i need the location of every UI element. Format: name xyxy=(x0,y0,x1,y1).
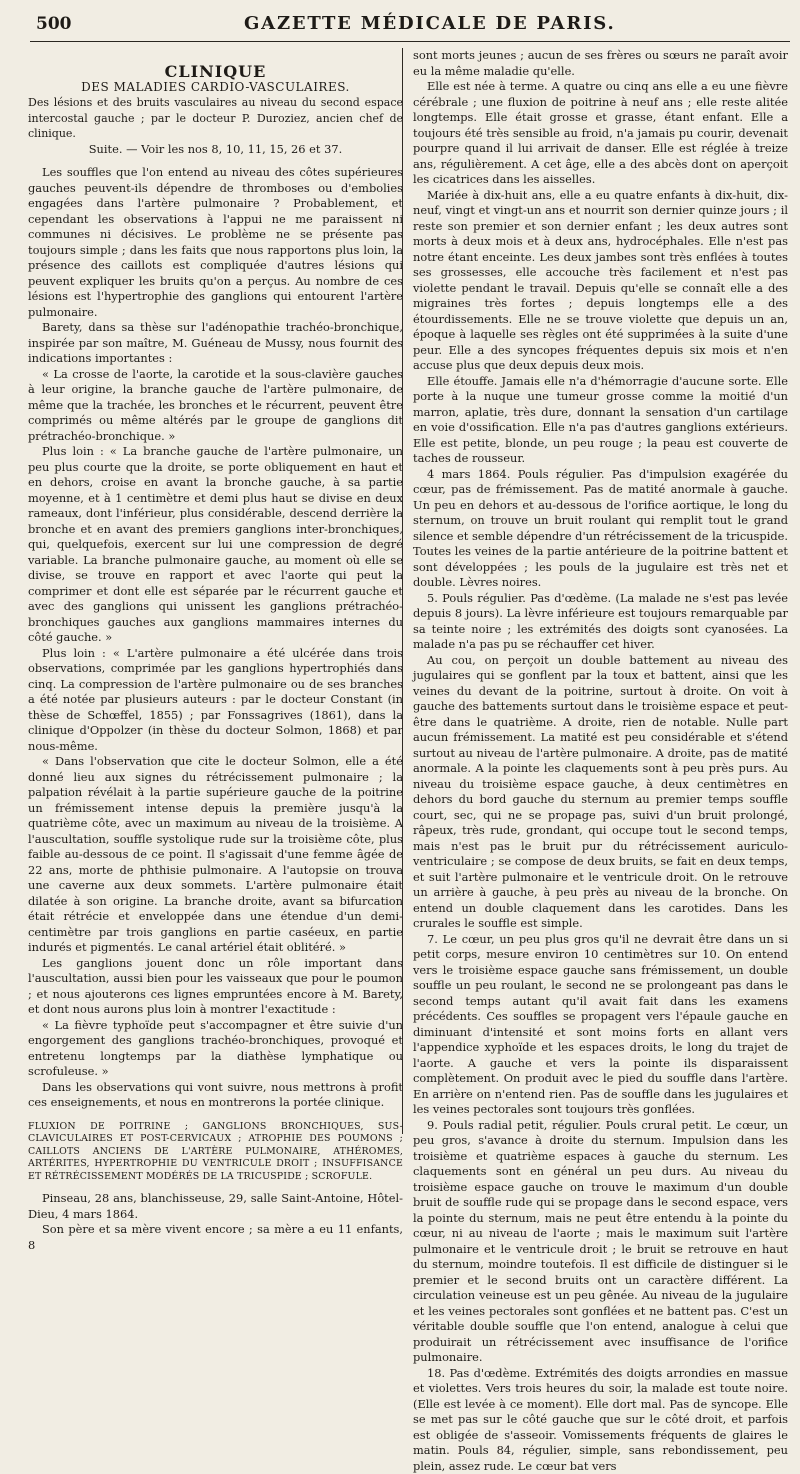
page-number: 500 xyxy=(36,14,72,34)
page-header xyxy=(0,0,800,44)
paragraph: Elle est née à terme. A quatre ou cinq ans elle a eu une fièvre cérébrale ; une fluxion de poitrine à neuf ans ; elle reste alitée longtemps. Elle était grosse et grasse, étant enfant. Elle a toujours été très sensible au froid, n'a jamais pu courir, devenait pourpre quand il lui arrivait de danser. Elle est réglée à treize ans, régulièrement. A cet âge, elle a des abcès dont on aperçoit les cicatrices dans les aisselles. xyxy=(413,79,788,188)
running-title: GAZETTE MÉDICALE DE PARIS. xyxy=(244,13,616,34)
paragraph: Son père et sa mère vivent encore ; sa mère a eu 11 enfants, 8 xyxy=(28,1222,403,1253)
continued-note: Suite. — Voir les nos 8, 10, 11, 15, 26 et 37. xyxy=(28,142,403,158)
paragraph: Barety, dans sa thèse sur l'adénopathie trachéo-bronchique, inspirée par son maître, M. Guéneau de Mussy, nous fournit des indications importantes : xyxy=(28,320,403,367)
paragraph: Les ganglions jouent donc un rôle important dans l'auscultation, aussi bien pour les vaisseaux que pour le poumon ; et nous ajouterons ces lignes empruntées encore à M. Barety, et dont nous aurons plus loin à montrer l'exactitude : xyxy=(28,956,403,1018)
right-column xyxy=(413,48,788,1138)
paragraph: Les souffles que l'on entend au niveau des côtes supérieures gauches peuvent-ils dépendre de thromboses ou d'embolies engagées dans l'artère pulmonaire ? Probablement, et cependant les observations à l'appui ne me paraissent ni communes ni décisives. Le problème ne se présente pas toujours simple ; dans les faits que nous rapportons plus loin, la présence des caillots est compliquée d'autres lésions qui peuvent expliquer les bruits qu'on a perçus. Au nombre de ces lésions est l'hypertrophie des ganglions qui entourent l'artère pulmonaire. xyxy=(28,165,403,320)
paragraph: Plus loin : « L'artère pulmonaire a été ulcérée dans trois observations, comprimée par les ganglions hypertrophiés dans cinq. La compression de l'artère pulmonaire ou de ses branches a été notée par plusieurs auteurs : par le docteur Constant (in thèse de Schœffel, 1855) ; par Fonssagrives (1861), dans la clinique d'Oppolzer (in thèse du docteur Solmon, 1868) et par nous-même. xyxy=(28,646,403,755)
paragraph: Au cou, on perçoit un double battement au niveau des jugulaires qui se gonflent par la toux et battent, ainsi que les veines du devant de la poitrine, surtout à droite. On voit à gauche des battements surtout dans le troisième espace et peut-être dans le quatrième. A droite, rien de notable. Nulle part aucun frémissement. La matité est peu considérable et s'étend surtout au niveau de l'artère pulmonaire. A droite, pas de matité anormale. A la pointe les claquements sont à peu près purs. Au niveau du troisième espace gauche, à deux centimètres en dehors du bord gauche du sternum au premier temps souffle court, sec, qui ne se propage pas, suivi d'un bruit prolongé, râpeux, très rude, grondant, qui occupe tout le second temps, mais n'est pas le bruit pur du rétrécissement auriculo-ventriculaire ; se compose de deux bruits, se fait en deux temps, et suit l'artère pulmonaire et le ventricule droit. On le retrouve un arrière à gauche, à peu près au niveau de la bronche. On entend un double claquement dans les carotides. Dans les crurales le souffle est simple. xyxy=(413,653,788,932)
article-title: Des lésions et des bruits vasculaires au niveau du second espace intercostal gauche ; par le docteur P. Duroziez, ancien chef de clinique. xyxy=(28,95,403,142)
paragraph: Elle étouffe. Jamais elle n'a d'hémorragie d'aucune sorte. Elle porte à la nuque une tumeur grosse comme la moitié d'un marron, aplatie, très dure, donnant la sensation d'un cartilage en voie d'ossification. Elle n'a pas d'autres ganglions extérieurs. Elle est petite, blonde, un peu rouge ; la peau est couverte de taches de rousseur. xyxy=(413,374,788,467)
paragraph: « Dans l'observation que cite le docteur Solmon, elle a été donné lieu aux signes du rétrécissement pulmonaire ; la palpation révélait à la partie supérieure gauche de la poitrine un frémissement intense depuis la première jusqu'à la quatrième côte, avec un maximum au niveau de la troisième. A l'auscultation, souffle systolique rude sur la troisième côte, plus faible au-dessous de ce point. Il s'agissait d'une femme âgée de 22 ans, morte de phthisie pulmonaire. A l'autopsie on trouva une caverne aux deux sommets. L'artère pulmonaire était dilatée à son origine. La branche droite, avant sa bifurcation était rétrécie et enveloppée dans une étendue d'un demi-centimètre par trois ganglions en partie caséeux, en partie indurés et pigmentés. Le canal artériel était oblitéré. » xyxy=(28,754,403,956)
observation-heading: FLUXION DE POITRINE ; GANGLIONS BRONCHIQUES, SUS-CLAVICULAIRES ET POST-CERVICAUX ; ATROPHIE DES POUMONS ; CAILLOTS ANCIENS DE L'ARTÈRE PULMONAIRE, ATHÉROMES, ARTÉRITES, HYPERTROPHIE DU VENTRICULE DROIT ; INSUFFISANCE ET RÉTRÉCISSEMENT MODÉRÉS DE LA TRICUSPIDE ; SCROFULE. xyxy=(28,1121,403,1184)
header-rule xyxy=(30,41,790,42)
paragraph: 18. Pas d'œdème. Extrémités des doigts arrondies en massue et violettes. Vers trois heures du soir, la malade est toute noire. (Elle est levée à ce moment). Elle dort mal. Pas de syncope. Elle se met pas sur le côté gauche que sur le côté droit, et parfois est obligée de s'asseoir. Vomissements fréquents de glaires le matin. Pouls 84, régulier, simple, sans rebondissement, peu plein, assez rude. Le cœur bat vers xyxy=(413,1366,788,1474)
spacer xyxy=(28,1183,403,1191)
paragraph: 9. Pouls radial petit, régulier. Pouls crural petit. Le cœur, un peu gros, s'avance à droite du sternum. Impulsion dans les troisième et quatrième espaces à gauche du sternum. Les claquements sont en général un peu durs. Au niveau du troisième espace gauche on trouve le maximum d'un double bruit de souffle rude qui se propage dans le second espace, vers la pointe du sternum, mais ne peut être entendu à la pointe du cœur, ni au niveau de l'aorte ; mais le maximum suit l'artère pulmonaire et le ventricule droit ; le bruit se retrouve en haut du sternum, moindre toutefois. Il est difficile de distinguer si le premier et le second bruits ont un caractère différent. La circulation veineuse est un peu gênée. Au niveau de la jugulaire et les veines pectorales sont gonflées et ne battent pas. C'est un véritable double souffle que l'on entend, analogue à celui que produirait un rétrécissement avec insuffisance de l'orifice pulmonaire. xyxy=(413,1118,788,1366)
left-column xyxy=(28,48,403,1138)
paragraph: « La crosse de l'aorte, la carotide et la sous-clavière gauches à leur origine, la branche gauche de l'artère pulmonaire, de même que la trachée, les bronches et le récurrent, peuvent être comprimés ou même altérés par le groupe de ganglions dit prétrachéo-bronchique. » xyxy=(28,367,403,445)
paragraph: Dans les observations qui vont suivre, nous mettrons à profit ces enseignements, et nous en montrerons la portée clinique. xyxy=(28,1080,403,1111)
paragraph: Plus loin : « La branche gauche de l'artère pulmonaire, un peu plus courte que la droite, se porte obliquement en haut et en dehors, croise en avant la bronche gauche, à sa partie moyenne, et à 1 centimètre et demi plus haut se divise en deux rameaux, dont l'inférieur, plus considérable, descend derrière la bronche et en avant des premiers ganglions inter-bronchiques, qui, quelquefois, exercent sur lui une compression de degré variable. La branche pulmonaire gauche, au moment où elle se divise, se trouve en rapport et avec l'aorte qui peut la comprimer et dont elle est séparée par le récurrent gauche et avec des ganglions qui unissent les ganglions prétrachéo-bronchiques gauches aux ganglions mammaires internes du côté gauche. » xyxy=(28,444,403,646)
paragraph: 5. Pouls régulier. Pas d'œdème. (La malade ne s'est pas levée depuis 8 jours). La lèvre inférieure est toujours remarquable par sa teinte noire ; les extrémités des doigts sont cyanosées. La malade n'a pas pu se réchauffer cet hiver. xyxy=(413,591,788,653)
paragraph: sont morts jeunes ; aucun de ses frères ou sœurs ne paraît avoir eu la même maladie qu'elle. xyxy=(413,48,788,79)
paragraph: 4 mars 1864. Pouls régulier. Pas d'impulsion exagérée du cœur, pas de frémissement. Pas de matité anormale à gauche. Un peu en dehors et au-dessous de l'orifice aortique, le long du sternum, on trouve un bruit roulant qui remplit tout le grand silence et semble dépendre d'un rétrécissement de la tricuspide. Toutes les veines de la partie antérieure de la poitrine battent et sont développées ; les pouls de la jugulaire est très net et double. Lèvres noires. xyxy=(413,467,788,591)
paragraph: Mariée à dix-huit ans, elle a eu quatre enfants à dix-huit, dix-neuf, vingt et vingt-un ans et nourrit son dernier quinze jours ; il reste son premier et son dernier enfant ; les deux autres sont morts à deux mois et à deux ans, hydrocéphales. Elle n'est pas notre étant enceinte. Les deux jambes sont très enflées à toutes ses grossesses, elle accouche très facilement et n'est pas violette pendant le travail. Depuis qu'elle se connaît elle a des migraines très fortes ; depuis longtemps elle a des étourdissements. Elle ne se trouve violette que depuis un an, époque à laquelle ses règles ont été supprimées à la suite d'une peur. Elle a des syncopes fréquentes depuis six mois et n'en accuse plus que deux depuis deux mois. xyxy=(413,188,788,374)
paragraph: 7. Le cœur, un peu plus gros qu'il ne devrait être dans un si petit corps, mesure environ 10 centimètres sur 10. On entend vers le troisième espace gauche sans frémissement, un double souffle un peu roulant, le second ne se prolongeant pas dans le second temps autant qu'il avait fait dans les examens précédents. Ces souffles se propagent vers l'épaule gauche en diminuant d'intensité et sont moins forts en allant vers l'appendice xyphoïde et les espaces droits, le long du trajet de l'aorte. A gauche et vers la pointe ils disparaissent complètement. On produit avec le pied du souffle dans l'artère. En arrière on n'entend rien. Pas de souffle dans les jugulaires et les veines pectorales sont toujours très gonflées. xyxy=(413,932,788,1118)
paragraph: Pinseau, 28 ans, blanchisseuse, 29, salle Saint-Antoine, Hôtel-Dieu, 4 mars 1864. xyxy=(28,1191,403,1222)
section-subtitle: DES MALADIES CARDIO-VASCULAIRES. xyxy=(28,80,403,96)
section-title: CLINIQUE xyxy=(28,64,403,80)
paragraph: « La fièvre typhoïde peut s'accompagner et être suivie d'un engorgement des ganglions trachéo-bronchiques, provoqué et entretenu longtemps par la diathèse lymphatique ou scrofuleuse. » xyxy=(28,1018,403,1080)
